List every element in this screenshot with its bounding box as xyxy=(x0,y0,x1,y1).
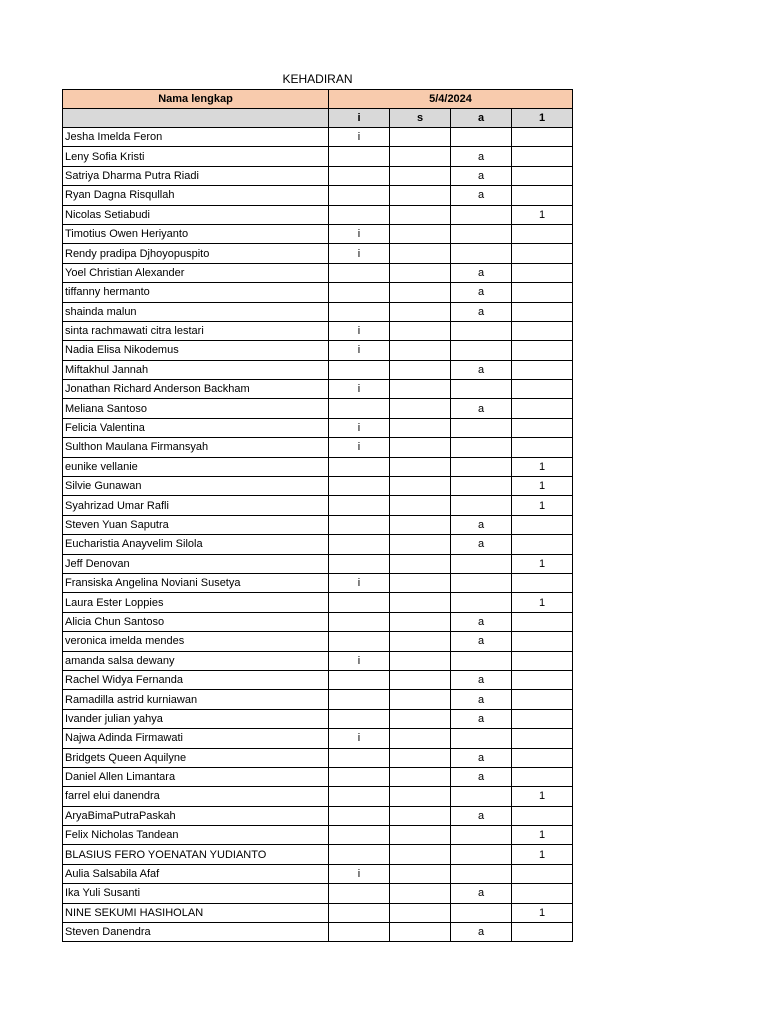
sakit-cell xyxy=(390,651,451,670)
hadir-cell: 1 xyxy=(512,554,573,573)
table-row xyxy=(63,166,573,185)
izin-cell xyxy=(329,186,390,205)
student-name-cell: shainda malun xyxy=(63,302,329,321)
table-row xyxy=(63,418,573,437)
student-name-cell: Jeff Denovan xyxy=(63,554,329,573)
date-header: 5/4/2024 xyxy=(329,90,573,109)
hadir-cell xyxy=(512,224,573,243)
attendance-table xyxy=(62,89,573,942)
table-row xyxy=(63,205,573,224)
izin-cell xyxy=(329,360,390,379)
alpha-cell xyxy=(451,321,512,340)
alpha-cell xyxy=(451,224,512,243)
izin-cell xyxy=(329,787,390,806)
table-row xyxy=(63,477,573,496)
student-name-cell: Najwa Adinda Firmawati xyxy=(63,729,329,748)
sakit-cell xyxy=(390,554,451,573)
sakit-cell xyxy=(390,845,451,864)
alpha-cell xyxy=(451,457,512,476)
hadir-cell xyxy=(512,923,573,942)
hadir-cell xyxy=(512,166,573,185)
alpha-cell: a xyxy=(451,186,512,205)
subheader-s: s xyxy=(390,109,451,128)
hadir-cell xyxy=(512,709,573,728)
izin-cell: i xyxy=(329,244,390,263)
sakit-cell xyxy=(390,767,451,786)
izin-cell: i xyxy=(329,573,390,592)
table-row xyxy=(63,321,573,340)
student-name-cell: Fransiska Angelina Noviani Susetya xyxy=(63,573,329,592)
table-row xyxy=(63,380,573,399)
hadir-cell xyxy=(512,864,573,883)
alpha-cell: a xyxy=(451,690,512,709)
student-name-cell: veronica imelda mendes xyxy=(63,632,329,651)
izin-cell xyxy=(329,612,390,631)
subheader-1: 1 xyxy=(512,109,573,128)
hadir-cell xyxy=(512,128,573,147)
izin-cell xyxy=(329,767,390,786)
sakit-cell xyxy=(390,302,451,321)
izin-cell xyxy=(329,826,390,845)
student-name-cell: Aulia Salsabila Afaf xyxy=(63,864,329,883)
sakit-cell xyxy=(390,166,451,185)
student-name-cell: Rachel Widya Fernanda xyxy=(63,670,329,689)
izin-cell: i xyxy=(329,380,390,399)
sakit-cell xyxy=(390,515,451,534)
alpha-cell xyxy=(451,496,512,515)
izin-cell xyxy=(329,845,390,864)
alpha-cell: a xyxy=(451,806,512,825)
student-name-cell: farrel elui danendra xyxy=(63,787,329,806)
alpha-cell: a xyxy=(451,612,512,631)
table-row xyxy=(63,341,573,360)
sakit-cell xyxy=(390,341,451,360)
student-name-cell: Alicia Chun Santoso xyxy=(63,612,329,631)
izin-cell xyxy=(329,748,390,767)
hadir-cell: 1 xyxy=(512,477,573,496)
table-row xyxy=(63,224,573,243)
table-row xyxy=(63,263,573,282)
izin-cell: i xyxy=(329,341,390,360)
student-name-cell: Eucharistia Anayvelim Silola xyxy=(63,535,329,554)
alpha-cell: a xyxy=(451,360,512,379)
table-row xyxy=(63,670,573,689)
sakit-cell xyxy=(390,787,451,806)
hadir-cell xyxy=(512,244,573,263)
izin-cell xyxy=(329,457,390,476)
alpha-cell xyxy=(451,903,512,922)
table-row xyxy=(63,573,573,592)
sakit-cell xyxy=(390,399,451,418)
izin-cell xyxy=(329,496,390,515)
sakit-cell xyxy=(390,729,451,748)
izin-cell xyxy=(329,302,390,321)
sakit-cell xyxy=(390,360,451,379)
sakit-cell xyxy=(390,205,451,224)
student-name-cell: sinta rachmawati citra lestari xyxy=(63,321,329,340)
alpha-cell xyxy=(451,128,512,147)
hadir-cell xyxy=(512,690,573,709)
table-row xyxy=(63,845,573,864)
attendance-rows xyxy=(63,128,573,942)
alpha-cell: a xyxy=(451,709,512,728)
izin-cell xyxy=(329,709,390,728)
table-row xyxy=(63,826,573,845)
table-row xyxy=(63,612,573,631)
sakit-cell xyxy=(390,535,451,554)
table-row xyxy=(63,302,573,321)
alpha-cell xyxy=(451,826,512,845)
hadir-cell: 1 xyxy=(512,205,573,224)
izin-cell: i xyxy=(329,438,390,457)
student-name-cell: Felicia Valentina xyxy=(63,418,329,437)
izin-cell: i xyxy=(329,321,390,340)
izin-cell xyxy=(329,632,390,651)
alpha-cell xyxy=(451,418,512,437)
hadir-cell xyxy=(512,729,573,748)
subheader-blank xyxy=(63,109,329,128)
sakit-cell xyxy=(390,321,451,340)
table-row xyxy=(63,438,573,457)
sheet-title: KEHADIRAN xyxy=(282,72,353,86)
hadir-cell xyxy=(512,341,573,360)
sakit-cell xyxy=(390,477,451,496)
sakit-cell xyxy=(390,496,451,515)
hadir-cell: 1 xyxy=(512,903,573,922)
student-name-cell: eunike vellanie xyxy=(63,457,329,476)
alpha-cell xyxy=(451,341,512,360)
sakit-cell xyxy=(390,593,451,612)
hadir-cell: 1 xyxy=(512,845,573,864)
izin-cell xyxy=(329,554,390,573)
hadir-cell xyxy=(512,263,573,282)
student-name-cell: Meliana Santoso xyxy=(63,399,329,418)
alpha-cell: a xyxy=(451,515,512,534)
sakit-cell xyxy=(390,864,451,883)
student-name-cell: Silvie Gunawan xyxy=(63,477,329,496)
sakit-cell xyxy=(390,670,451,689)
izin-cell xyxy=(329,399,390,418)
izin-cell: i xyxy=(329,864,390,883)
table-row xyxy=(63,923,573,942)
izin-cell xyxy=(329,923,390,942)
sakit-cell xyxy=(390,903,451,922)
table-row xyxy=(63,690,573,709)
subheader-a: a xyxy=(451,109,512,128)
izin-cell xyxy=(329,477,390,496)
alpha-cell: a xyxy=(451,884,512,903)
student-name-cell: Sulthon Maulana Firmansyah xyxy=(63,438,329,457)
student-name-cell: Jesha Imelda Feron xyxy=(63,128,329,147)
alpha-cell xyxy=(451,380,512,399)
izin-cell: i xyxy=(329,651,390,670)
sakit-cell xyxy=(390,709,451,728)
student-name-cell: Ryan Dagna Risqullah xyxy=(63,186,329,205)
sakit-cell xyxy=(390,224,451,243)
sakit-cell xyxy=(390,884,451,903)
table-row xyxy=(63,496,573,515)
alpha-cell: a xyxy=(451,767,512,786)
alpha-cell xyxy=(451,438,512,457)
hadir-cell xyxy=(512,302,573,321)
table-row xyxy=(63,787,573,806)
subheader-row xyxy=(63,109,573,128)
student-name-cell: BLASIUS FERO YOENATAN YUDIANTO xyxy=(63,845,329,864)
alpha-cell: a xyxy=(451,283,512,302)
hadir-cell xyxy=(512,399,573,418)
izin-cell xyxy=(329,535,390,554)
alpha-cell xyxy=(451,573,512,592)
table-row xyxy=(63,399,573,418)
hadir-cell xyxy=(512,321,573,340)
izin-cell xyxy=(329,205,390,224)
student-name-cell: Satriya Dharma Putra Riadi xyxy=(63,166,329,185)
izin-cell: i xyxy=(329,418,390,437)
sakit-cell xyxy=(390,128,451,147)
alpha-cell: a xyxy=(451,166,512,185)
student-name-cell: Felix Nicholas Tandean xyxy=(63,826,329,845)
table-row xyxy=(63,864,573,883)
table-row xyxy=(63,767,573,786)
hadir-cell xyxy=(512,418,573,437)
alpha-cell xyxy=(451,244,512,263)
table-row xyxy=(63,457,573,476)
hadir-cell xyxy=(512,380,573,399)
name-column-header: Nama lengkap xyxy=(63,90,329,109)
student-name-cell: NINE SEKUMI HASIHOLAN xyxy=(63,903,329,922)
izin-cell xyxy=(329,884,390,903)
alpha-cell xyxy=(451,477,512,496)
subheader-i: i xyxy=(329,109,390,128)
table-row xyxy=(63,283,573,302)
hadir-cell xyxy=(512,651,573,670)
izin-cell xyxy=(329,515,390,534)
table-row xyxy=(63,729,573,748)
hadir-cell xyxy=(512,748,573,767)
hadir-cell xyxy=(512,283,573,302)
alpha-cell xyxy=(451,845,512,864)
alpha-cell xyxy=(451,787,512,806)
sakit-cell xyxy=(390,923,451,942)
student-name-cell: Ika Yuli Susanti xyxy=(63,884,329,903)
sakit-cell xyxy=(390,748,451,767)
izin-cell: i xyxy=(329,729,390,748)
student-name-cell: Daniel Allen Limantara xyxy=(63,767,329,786)
sakit-cell xyxy=(390,573,451,592)
table-row xyxy=(63,244,573,263)
sakit-cell xyxy=(390,380,451,399)
hadir-cell xyxy=(512,612,573,631)
table-row xyxy=(63,903,573,922)
table-row xyxy=(63,515,573,534)
hadir-cell xyxy=(512,806,573,825)
izin-cell xyxy=(329,283,390,302)
sakit-cell xyxy=(390,438,451,457)
student-name-cell: Nicolas Setiabudi xyxy=(63,205,329,224)
hadir-cell xyxy=(512,884,573,903)
alpha-cell xyxy=(451,729,512,748)
sakit-cell xyxy=(390,418,451,437)
student-name-cell: amanda salsa dewany xyxy=(63,651,329,670)
hadir-cell xyxy=(512,360,573,379)
table-row xyxy=(63,147,573,166)
sakit-cell xyxy=(390,457,451,476)
header-row xyxy=(63,90,573,109)
sakit-cell xyxy=(390,690,451,709)
student-name-cell: Bridgets Queen Aquilyne xyxy=(63,748,329,767)
izin-cell xyxy=(329,147,390,166)
table-row xyxy=(63,554,573,573)
hadir-cell xyxy=(512,515,573,534)
izin-cell xyxy=(329,263,390,282)
izin-cell xyxy=(329,903,390,922)
izin-cell xyxy=(329,806,390,825)
table-row xyxy=(63,186,573,205)
izin-cell xyxy=(329,670,390,689)
student-name-cell: Ivander julian yahya xyxy=(63,709,329,728)
table-row xyxy=(63,593,573,612)
alpha-cell: a xyxy=(451,535,512,554)
sakit-cell xyxy=(390,283,451,302)
sakit-cell xyxy=(390,186,451,205)
hadir-cell xyxy=(512,147,573,166)
sakit-cell xyxy=(390,263,451,282)
student-name-cell: Rendy pradipa Djhoyopuspito xyxy=(63,244,329,263)
table-row xyxy=(63,709,573,728)
hadir-cell: 1 xyxy=(512,593,573,612)
izin-cell xyxy=(329,690,390,709)
sakit-cell xyxy=(390,147,451,166)
table-row xyxy=(63,632,573,651)
sakit-cell xyxy=(390,612,451,631)
student-name-cell: AryaBimaPutraPaskah xyxy=(63,806,329,825)
hadir-cell xyxy=(512,767,573,786)
izin-cell xyxy=(329,166,390,185)
hadir-cell: 1 xyxy=(512,496,573,515)
table-row xyxy=(63,806,573,825)
sakit-cell xyxy=(390,244,451,263)
table-row xyxy=(63,651,573,670)
student-name-cell: Timotius Owen Heriyanto xyxy=(63,224,329,243)
alpha-cell: a xyxy=(451,147,512,166)
izin-cell: i xyxy=(329,128,390,147)
izin-cell xyxy=(329,593,390,612)
alpha-cell xyxy=(451,205,512,224)
hadir-cell xyxy=(512,670,573,689)
alpha-cell xyxy=(451,651,512,670)
alpha-cell: a xyxy=(451,670,512,689)
hadir-cell xyxy=(512,438,573,457)
hadir-cell xyxy=(512,535,573,554)
alpha-cell: a xyxy=(451,923,512,942)
table-row xyxy=(63,128,573,147)
student-name-cell: Yoel Christian Alexander xyxy=(63,263,329,282)
alpha-cell xyxy=(451,554,512,573)
alpha-cell xyxy=(451,864,512,883)
sakit-cell xyxy=(390,806,451,825)
hadir-cell xyxy=(512,573,573,592)
student-name-cell: Jonathan Richard Anderson Backham xyxy=(63,380,329,399)
student-name-cell: Ramadilla astrid kurniawan xyxy=(63,690,329,709)
student-name-cell: tiffanny hermanto xyxy=(63,283,329,302)
sakit-cell xyxy=(390,632,451,651)
student-name-cell: Laura Ester Loppies xyxy=(63,593,329,612)
student-name-cell: Miftakhul Jannah xyxy=(63,360,329,379)
student-name-cell: Syahrizad Umar Rafli xyxy=(63,496,329,515)
hadir-cell xyxy=(512,632,573,651)
alpha-cell: a xyxy=(451,748,512,767)
hadir-cell: 1 xyxy=(512,787,573,806)
hadir-cell: 1 xyxy=(512,457,573,476)
alpha-cell: a xyxy=(451,302,512,321)
table-row xyxy=(63,535,573,554)
hadir-cell: 1 xyxy=(512,826,573,845)
student-name-cell: Nadia Elisa Nikodemus xyxy=(63,341,329,360)
alpha-cell: a xyxy=(451,263,512,282)
hadir-cell xyxy=(512,186,573,205)
sakit-cell xyxy=(390,826,451,845)
alpha-cell: a xyxy=(451,632,512,651)
izin-cell: i xyxy=(329,224,390,243)
alpha-cell: a xyxy=(451,399,512,418)
student-name-cell: Steven Yuan Saputra xyxy=(63,515,329,534)
table-row xyxy=(63,360,573,379)
student-name-cell: Leny Sofia Kristi xyxy=(63,147,329,166)
student-name-cell: Steven Danendra xyxy=(63,923,329,942)
table-row xyxy=(63,884,573,903)
alpha-cell xyxy=(451,593,512,612)
table-row xyxy=(63,748,573,767)
